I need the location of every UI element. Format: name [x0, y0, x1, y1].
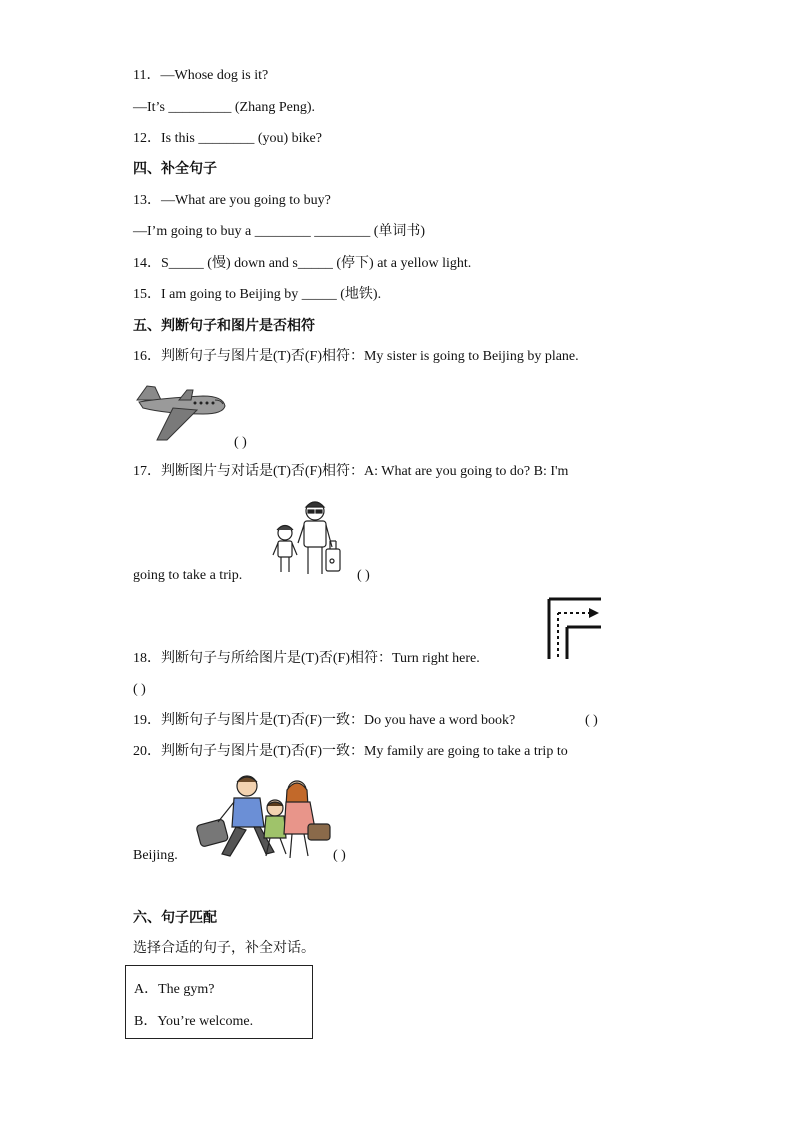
section-6-heading: 六、句子匹配: [133, 910, 217, 926]
q13-question: 13．—What are you going to buy?: [133, 193, 331, 208]
q12-question: 12．Is this ________ (you) bike?: [133, 131, 322, 146]
section-5-heading: 五、判断句子和图片是否相符: [133, 318, 315, 334]
q18-question: 18．判断句子与所给图片是(T)否(F)相符：Turn right here.: [133, 651, 480, 666]
q18-answer-blank[interactable]: ( ): [133, 682, 146, 697]
q11-answer-line: —It’s _________ (Zhang Peng).: [133, 100, 315, 115]
q17-answer-line: going to take a trip.: [133, 568, 243, 583]
options-box: [125, 965, 313, 1039]
q17-answer-blank[interactable]: ( ): [357, 568, 370, 583]
matching-instruction: 选择合适的句子，补全对话。: [133, 941, 315, 956]
q16-question: 16．判断句子与图片是(T)否(F)相符：My sister is going to Beijing by plane.: [133, 349, 579, 364]
q16-answer-blank[interactable]: ( ): [234, 435, 247, 450]
option-a: A．The gym?: [134, 982, 215, 997]
q20-question: 20．判断句子与图片是(T)否(F)一致：My family are going to take a trip to: [133, 744, 568, 759]
turn-right-sign-icon: [545, 597, 603, 661]
q19-question: 19．判断句子与图片是(T)否(F)一致：Do you have a word book?: [133, 713, 516, 728]
q19-answer-blank[interactable]: ( ): [585, 713, 598, 728]
section-4-heading: 四、补全句子: [133, 161, 217, 177]
travelers-icon: [270, 497, 350, 577]
q17-question: 17．判断图片与对话是(T)否(F)相符：A: What are you going to do? B: I'm: [133, 464, 569, 479]
option-b: B．You’re welcome.: [134, 1014, 254, 1029]
q14-question: 14．S_____ (慢) down and s_____ (停下) at a yellow light.: [133, 256, 472, 271]
q20-answer-line: Beijing.: [133, 848, 178, 863]
q11-question: 11．—Whose dog is it?: [133, 68, 269, 83]
q20-answer-blank[interactable]: ( ): [333, 848, 346, 863]
q15-question: 15．I am going to Beijing by _____ (地铁).: [133, 287, 382, 302]
family-trip-icon: [192, 772, 337, 862]
q13-answer-line: —I’m going to buy a ________ ________ (单词书): [133, 224, 426, 239]
airplane-icon: [133, 378, 228, 446]
